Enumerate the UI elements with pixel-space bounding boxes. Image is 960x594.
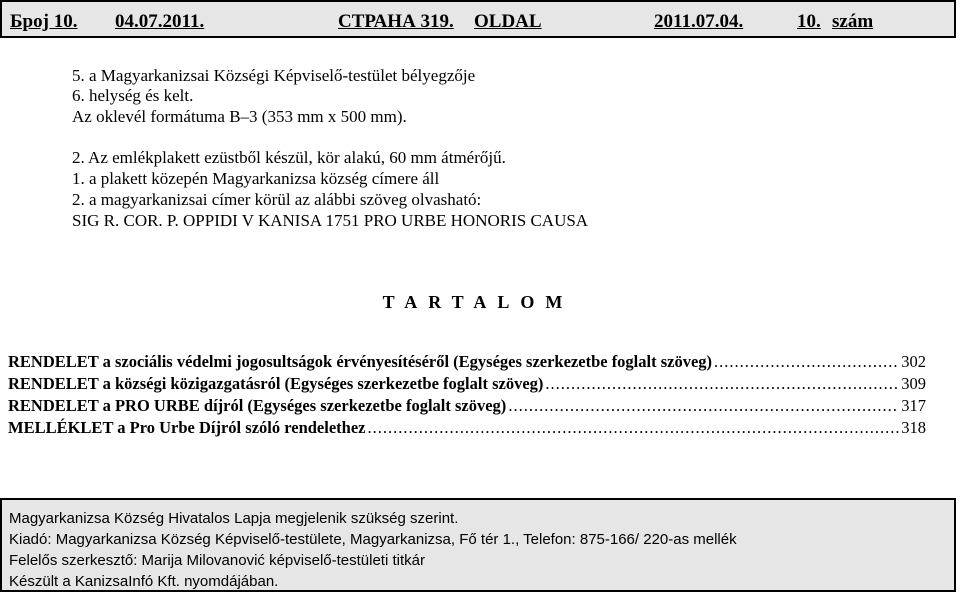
body-line: 1. a plakett közepén Magyarkanizsa község címere áll	[72, 169, 440, 188]
toc-entry-text: RENDELET a szociális védelmi jogosultságok érvényesítéséről (Egységes szerkezetbe foglalt szöveg)	[8, 352, 713, 371]
toc-leader	[714, 352, 899, 372]
footer-line: Magyarkanizsa Község Hivatalos Lapja megjelenik szükség szerint.	[9, 510, 459, 527]
toc-entry[interactable]	[8, 396, 926, 418]
issue-number: 10.	[797, 11, 821, 32]
toc-entry-page: 318	[901, 418, 926, 437]
publication-info-box	[0, 498, 956, 592]
toc-entry[interactable]	[8, 374, 926, 396]
body-line: Az oklevél formátuma B–3 (353 mm x 500 mm).	[72, 107, 407, 126]
toc-title: TARTALOM	[382, 292, 574, 312]
toc-entry-page: 302	[901, 352, 926, 371]
footer-line: Kiadó: Magyarkanizsa Község Képviselő-testülete, Magyarkanizsa, Fő tér 1., Telefon: 875-166/ 220-as mellék	[9, 531, 737, 548]
toc-leader	[508, 396, 899, 416]
page-header	[0, 0, 956, 38]
issue-label-hungarian: szám	[832, 11, 874, 32]
date-hungarian: 2011.07.04.	[654, 11, 744, 32]
date-serbian: 04.07.2011.	[115, 11, 205, 32]
page-label-serbian: СТРАНА 319.	[338, 11, 454, 32]
toc-leader	[367, 418, 899, 438]
footer-line: Felelős szerkesztő: Marija Milovanović képviselő-testületi titkár	[9, 552, 425, 569]
body-line: SIG R. COR. P. OPPIDI V KANISA 1751 PRO URBE HONORIS CAUSA	[72, 211, 589, 230]
footer-line: Készült a KanizsaInfó Kft. nyomdájában.	[9, 573, 279, 590]
toc-entry-page: 317	[901, 396, 926, 415]
issue-number-serbian: Број 10.	[10, 11, 78, 32]
body-line: 2. a magyarkanizsai címer körül az alábbi szöveg olvasható:	[72, 190, 482, 209]
toc-leader	[545, 374, 899, 394]
toc-entry-text: MELLÉKLET a Pro Urbe Díjról szóló rendelethez	[8, 418, 366, 437]
toc-entry-page: 309	[901, 374, 926, 393]
toc-entry[interactable]	[8, 418, 926, 440]
page-label-hungarian: OLDAL	[474, 11, 542, 32]
table-of-contents	[8, 352, 926, 440]
body-line: 5. a Magyarkanizsai Községi Képviselő-testület bélyegzője	[72, 66, 476, 85]
body-line: 2. Az emlékplakett ezüstből készül, kör alakú, 60 mm átmérőjű.	[72, 148, 506, 167]
body-line: 6. helység és kelt.	[72, 86, 194, 105]
toc-entry-text: RENDELET a PRO URBE díjról (Egységes szerkezetbe foglalt szöveg)	[8, 396, 507, 415]
toc-entry[interactable]	[8, 352, 926, 374]
toc-entry-text: RENDELET a községi közigazgatásról (Egységes szerkezetbe foglalt szöveg)	[8, 374, 544, 393]
